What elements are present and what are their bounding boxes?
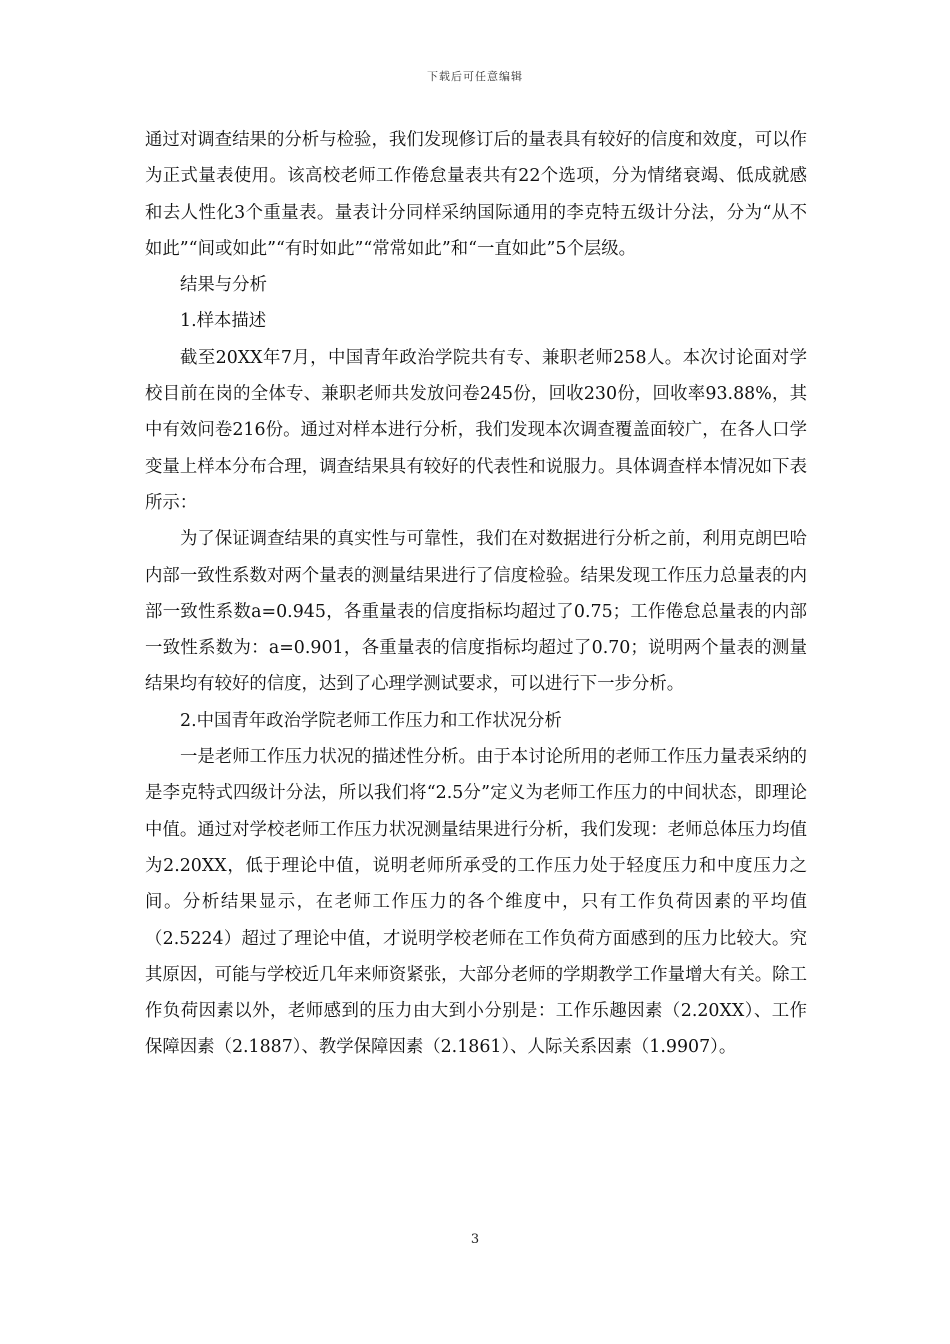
paragraph-pressure-analysis: 一是老师工作压力状况的描述性分析。由于本讨论所用的老师工作压力量表采纳的是李克特式四级计分法，所以我们将“2.5分”定义为老师工作压力的中间状态，即理论中值。通过对学校老师工作压力状况测量结果进行分析，我们发现：老师总体压力均值为2.20XX，低于理论中值，说明老师所承受的工作压力处于轻度压力和中度压力之间。分析结果显示，在老师工作压力的各个维度中，只有工作负荷因素的平均值（2.5224）超过了理论中值，才说明学校老师在工作负荷方面感到的压力比较大。究其原因，可能与学校近几年来师资紧张，大部分老师的学期教学工作量增大有关。除工作负荷因素以外，老师感到的压力由大到小分别是：工作乐趣因素（2.20XX）、工作保障因素（2.1887）、教学保障因素（2.1861）、人际关系因素（1.9907）。 — [145, 747, 807, 1058]
section-heading-results: 结果与分析 — [180, 275, 267, 296]
paragraph-sample-description: 截至20XX年7月，中国青年政治学院共有专、兼职老师258人。本次讨论面对学校目前在岗的全体专、兼职老师共发放问卷245份，回收230份，回收率93.88%，其中有效问卷216份。通过对样本进行分析，我们发现本次调查覆盖面较广，在各人口学变量上样本分布合理，调查结果具有较好的代表性和说服力。具体调查样本情况如下表所示： — [145, 347, 807, 513]
body-text — [145, 122, 807, 1066]
paragraph-reliability-test: 为了保证调查结果的真实性与可靠性，我们在对数据进行分析之前，利用克朗巴哈内部一致性系数对两个量表的测量结果进行了信度检验。结果发现工作压力总量表的内部一致性系数a=0.945，各重量表的信度指标均超过了0.75；工作倦怠总量表的内部一致性系数为：a=0.901，各重量表的信度指标均超过了0.70；说明两个量表的测量结果均有较好的信度，达到了心理学测试要求，可以进行下一步分析。 — [145, 529, 807, 695]
page-header: 下载后可任意编辑 — [427, 70, 523, 83]
subsection-heading-pressure-analysis: 2.中国青年政治学院老师工作压力和工作状况分析 — [180, 710, 562, 731]
subsection-heading-sample: 1.样本描述 — [180, 311, 267, 332]
paragraph-scale-description: 通过对调查结果的分析与检验，我们发现修订后的量表具有较好的信度和效度，可以作为正式量表使用。该高校老师工作倦怠量表共有22个选项，分为情绪衰竭、低成就感和去人性化3个重量表。量表计分同样采纳国际通用的李克特五级计分法，分为“从不如此”“间或如此”“有时如此”“常常如此”和“一直如此”5个层级。 — [145, 130, 807, 259]
page-number: 3 — [470, 1232, 480, 1247]
